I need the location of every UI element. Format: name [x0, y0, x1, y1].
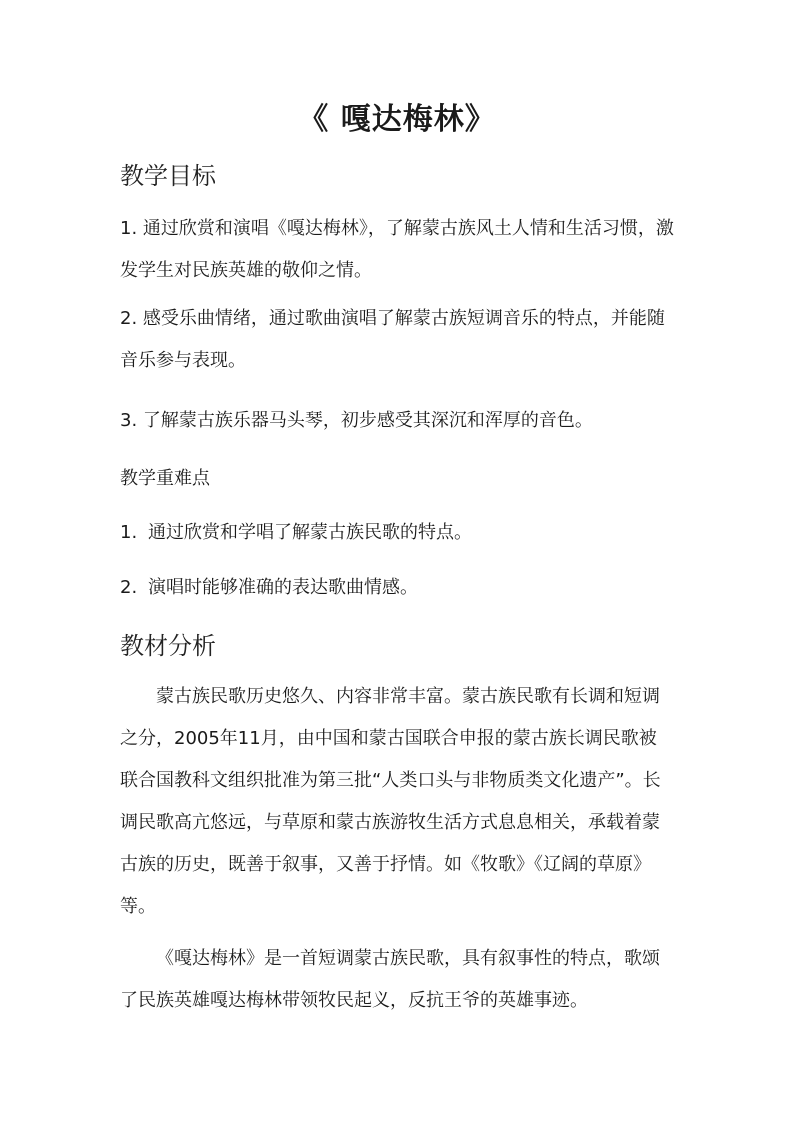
section-heading-objectives: 教学目标	[120, 162, 216, 190]
document-title: 《 嘎达梅林》	[298, 102, 496, 137]
key-point-text: 演唱时能够准确的表达歌曲情感。	[148, 577, 418, 598]
analysis-paragraph-1: 蒙古族民歌历史悠久、内容非常丰富。蒙古族民歌有长调和短调之分，2005年11月，由中国和蒙古国联合申报的蒙古族长调民歌被联合国教科文组织批准为第三批“人类口头与非物质类文化遗产”。长调民歌高亢悠远，与草原和蒙古族游牧生活方式息息相关，承载着蒙古族的历史，既善于叙事，又善于抒情。如《牧歌》《辽阔的草原》等。	[120, 686, 661, 917]
section-heading-key-points: 教学重难点	[120, 468, 210, 489]
objective-item-3: 3. 了解蒙古族乐器马头琴，初步感受其深沉和浑厚的音色。	[120, 410, 593, 431]
key-point-number: 2.	[120, 577, 138, 598]
analysis-paragraph-2: 《嘎达梅林》是一首短调蒙古族民歌，具有叙事性的特点，歌颂了民族英雄嘎达梅林带领牧民起义，反抗王爷的英雄事迹。	[120, 948, 660, 1011]
key-point-number: 1.	[120, 522, 138, 543]
key-point-item-1	[120, 518, 674, 544]
key-point-item-2	[120, 573, 674, 599]
objective-item-2: 2. 感受乐曲情绪，通过歌曲演唱了解蒙古族短调音乐的特点，并能随音乐参与表现。	[120, 308, 665, 371]
key-point-text: 通过欣赏和学唱了解蒙古族民歌的特点。	[148, 522, 472, 543]
section-heading-analysis: 教材分析	[120, 632, 216, 660]
objective-item-1: 1. 通过欣赏和演唱《嘎达梅林》，了解蒙古族风土人情和生活习惯，激发学生对民族英雄的敬仰之情。	[120, 218, 674, 281]
